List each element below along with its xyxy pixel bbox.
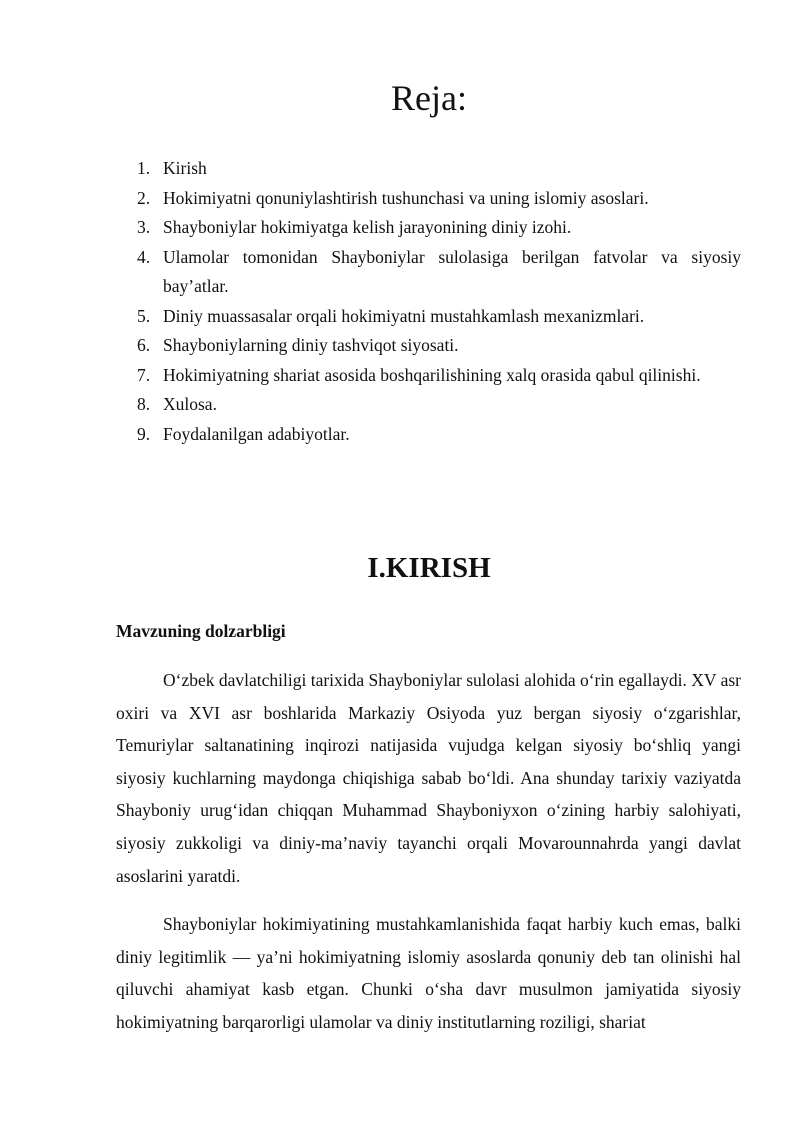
plan-item xyxy=(137,361,741,391)
plan-item-number: 7. xyxy=(137,364,151,385)
plan-item-number: 4. xyxy=(137,246,151,267)
plan-item xyxy=(137,302,741,332)
plan-item-number: 6. xyxy=(137,335,151,355)
plan-item-text: Shayboniylar hokimiyatga kelish jarayonining diniy izohi. xyxy=(163,217,572,237)
plan-item xyxy=(137,331,741,361)
plan-item xyxy=(137,213,741,243)
plan-item xyxy=(137,154,741,184)
plan-item xyxy=(137,420,741,450)
plan-item-number: 5. xyxy=(137,305,151,326)
plan-item xyxy=(137,184,741,214)
plan-item-number: 2. xyxy=(137,187,151,208)
plan-item-number: 3. xyxy=(137,217,151,237)
section-title: I.KIRISH xyxy=(367,552,491,584)
plan-item-text: Hokimiyatning shariat asosida boshqarilishining xalq orasida qabul qilinishi. xyxy=(163,364,701,385)
plan-item-text: Kirish xyxy=(163,158,207,178)
plan-list xyxy=(137,154,741,449)
plan-item-text: Hokimiyatni qonuniylashtirish tushunchasi va uning islomiy asoslari. xyxy=(163,187,649,208)
body-paragraph: O‘zbek davlatchiligi tarixida Shayboniylar sulolasi alohida o‘rin egallaydi. XV asr oxiri va XVI asr boshlarida Markaziy Osiyoda yuz bergan siyosiy o‘zgarishlar, Temuriylar saltanatining inqirozi natijasida vujudga kelgan siyosiy bo‘shliq yangi siyosiy kuchlarning maydonga chiqishiga sabab bo‘ldi. Ana shunday tarixiy vaziyatda Shayboniy urug‘idan chiqqan Muhammad Shayboniyxon o‘zining harbiy salohiyati, siyosiy zukkoligi va diniy-ma’naviy tayanchi orqali Movarounnahrda yangi davlat asoslarini yaratdi. xyxy=(116,670,741,886)
body-paragraph: Shayboniylar hokimiyatining mustahkamlanishida faqat harbiy kuch emas, balki diniy legitimlik — ya’ni hokimiyatning islomiy asoslarda qonuniy deb tan olinishi hal qiluvchi ahamiyat kasb etgan. Chunki o‘sha davr musulmon jamiyatida siyosiy hokimiyatning barqarorligi ulamolar va diniy institutlarning roziligi, shariat xyxy=(116,914,741,1032)
subsection-title: Mavzuning dolzarbligi xyxy=(116,621,286,641)
plan-title: Reja: xyxy=(391,78,467,118)
plan-item-number: 9. xyxy=(137,423,151,444)
plan-item-number: 1. xyxy=(137,158,151,178)
plan-item-text: Diniy muassasalar orqali hokimiyatni mustahkamlash mexanizmlari. xyxy=(163,305,645,326)
plan-item-text: Xulosa. xyxy=(163,394,217,414)
plan-item-text: Foydalanilgan adabiyotlar. xyxy=(163,423,350,444)
plan-item xyxy=(137,243,741,302)
plan-item-text: Ulamolar tomonidan Shayboniylar sulolasiga berilgan fatvolar va siyosiy bay’atlar. xyxy=(163,246,741,296)
plan-item-number: 8. xyxy=(137,394,151,414)
plan-item-text: Shayboniylarning diniy tashviqot siyosati. xyxy=(163,335,459,355)
plan-item xyxy=(137,390,741,420)
